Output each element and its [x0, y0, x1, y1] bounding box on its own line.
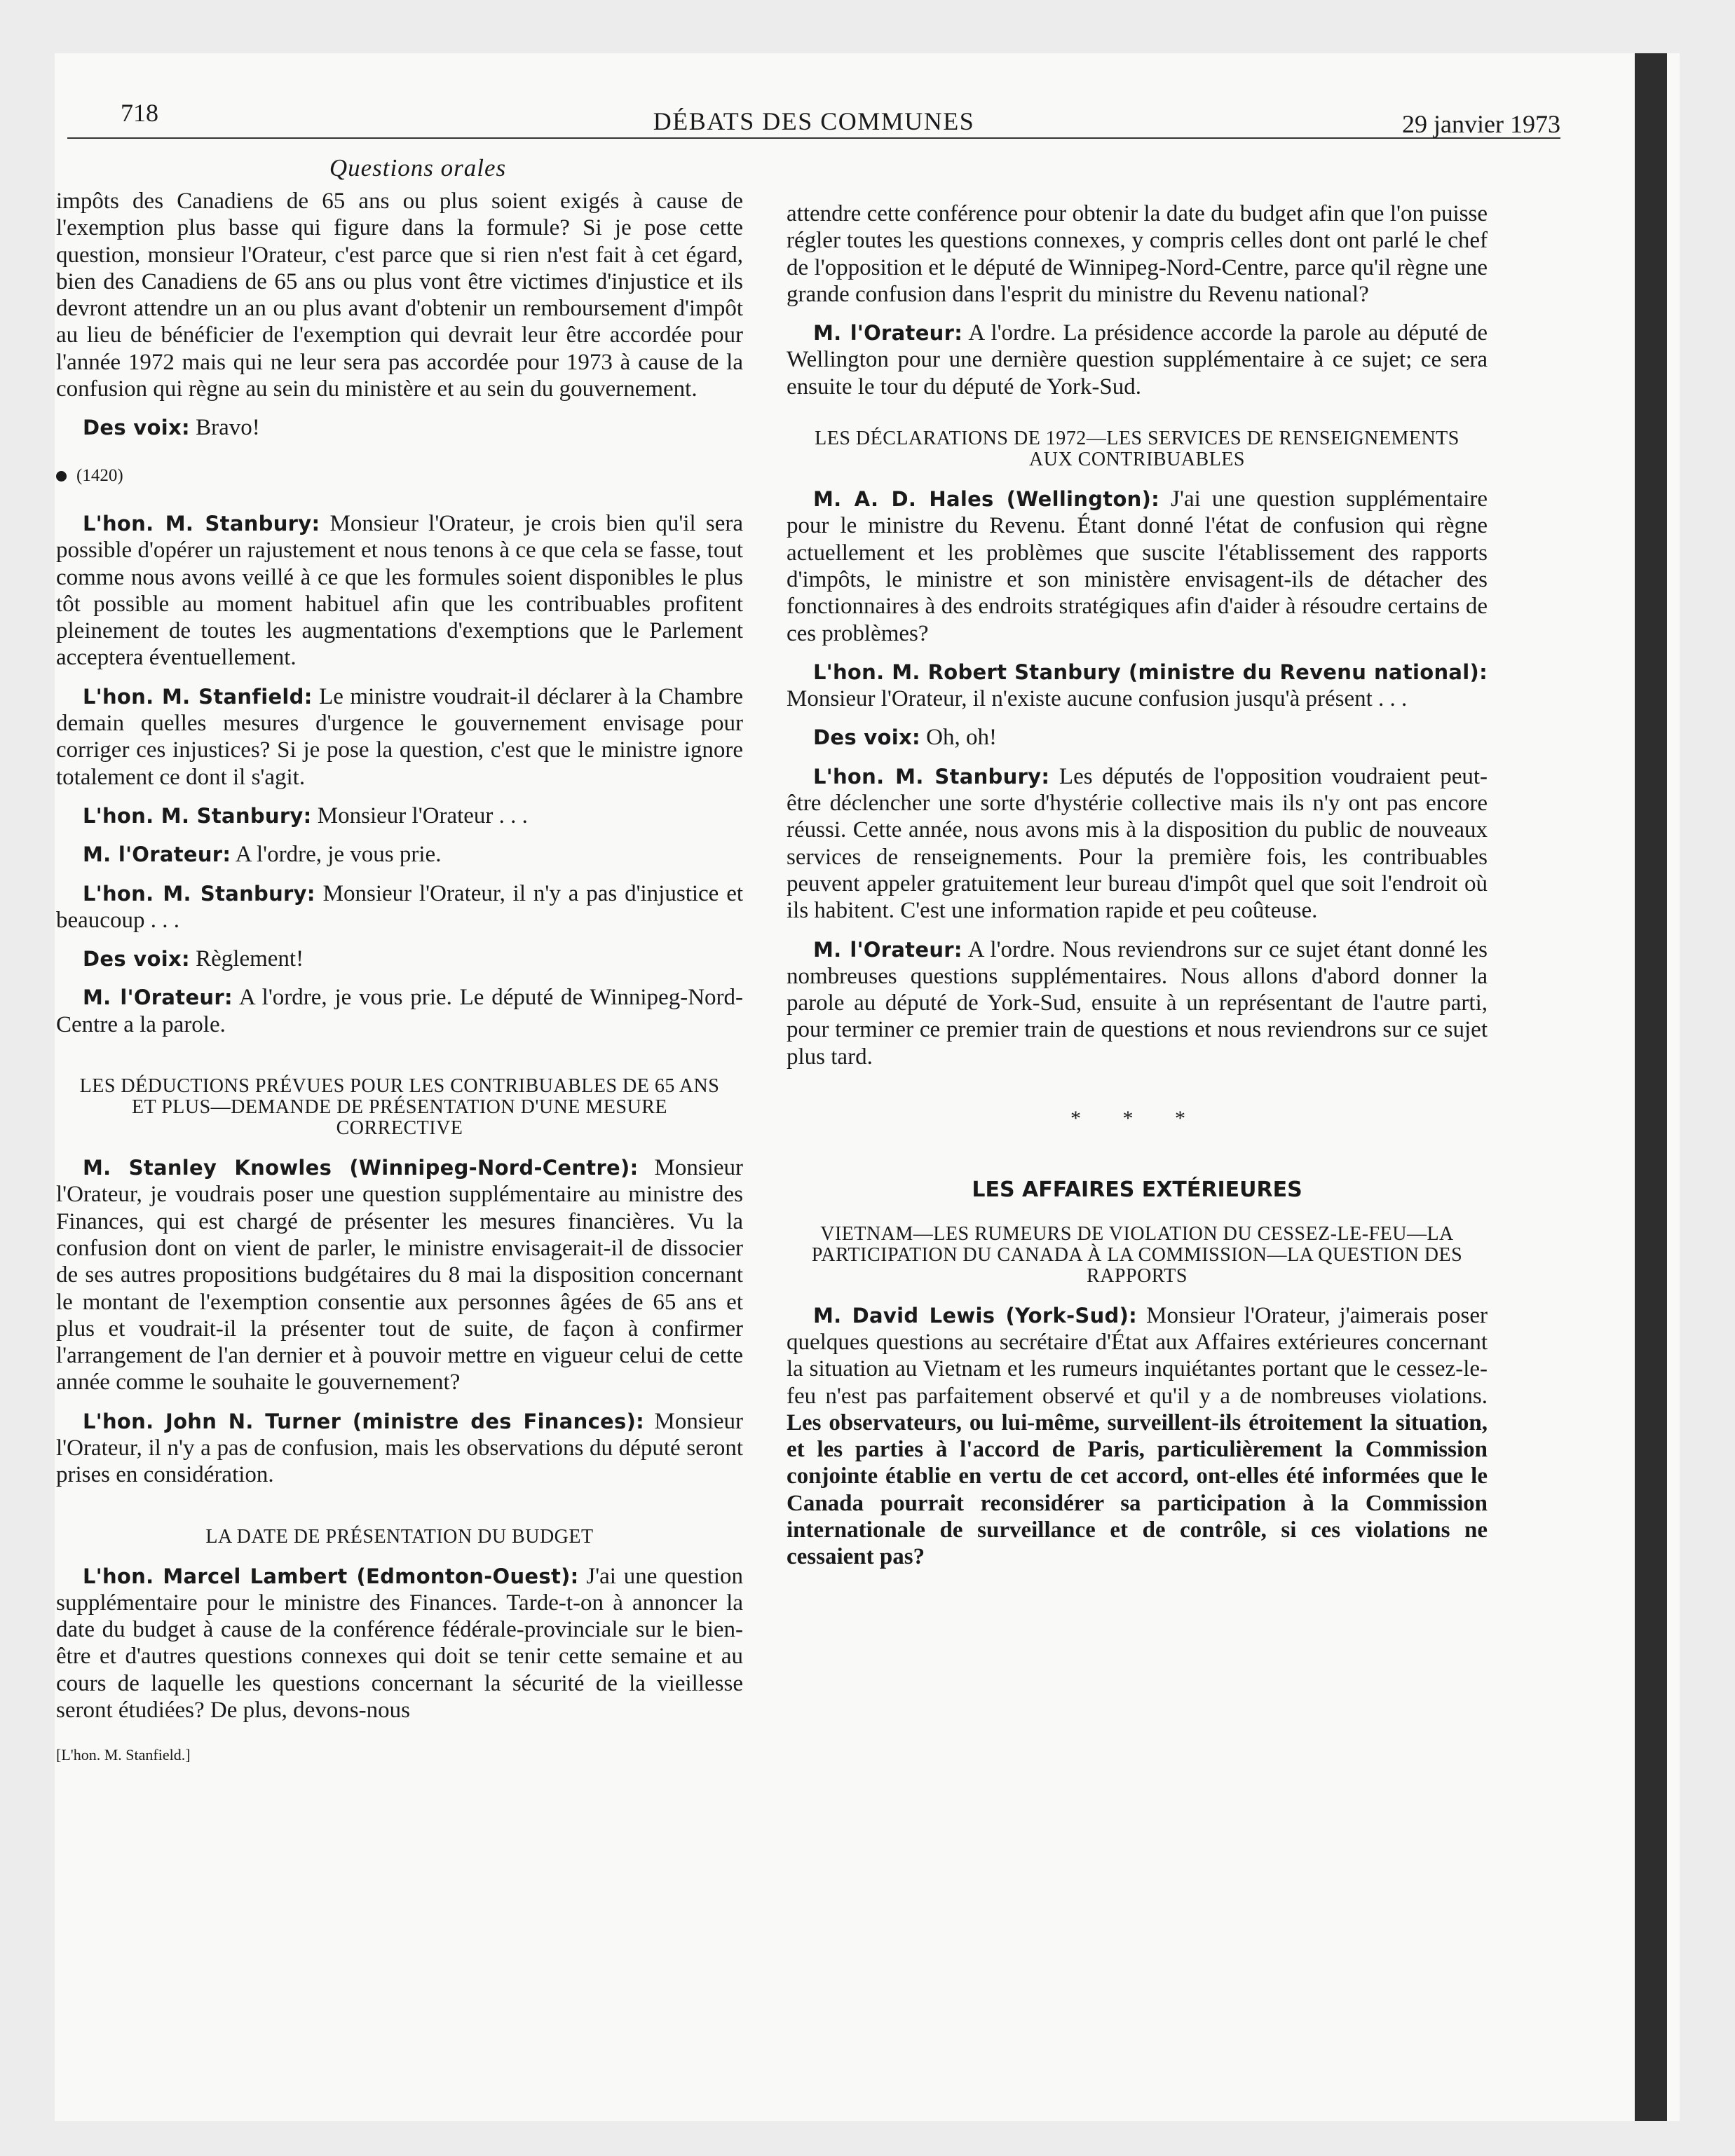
paragraph: [56, 1154, 743, 1396]
section-heading: LES DÉDUCTIONS PRÉVUES POUR LES CONTRIBUABLES DE 65 ANS ET PLUS—DEMANDE DE PRÉSENTATION D'UNE MESURE CORRECTIVE: [79, 1075, 720, 1140]
speech: Le ministre voudrait-il déclarer à la Chambre demain quelles mesures d'urgence le gouvernement envisage pour corriger ces injustices? Si je pose la question, c'est que le ministre ignore totalement ce dont il s'agit.: [56, 683, 743, 790]
speech: Monsieur l'Orateur, il n'y a pas de confusion, mais les observations du député seront prises en considération.: [56, 1408, 744, 1488]
speaker: Des voix:: [83, 947, 190, 971]
paragraph: [56, 803, 743, 829]
paragraph: [56, 946, 743, 972]
speech: A l'ordre. La présidence accorde la parole au député de Wellington pour une dernière question supplémentaire à ce sujet; ce sera ensuite le tour du député de York-Sud.: [787, 320, 1488, 400]
speaker: L'hon. M. Stanbury:: [83, 511, 320, 535]
issue-date: 29 janvier 1973: [1402, 110, 1560, 138]
speaker: M. A. D. Hales (Wellington):: [813, 487, 1160, 512]
speech: Monsieur l'Orateur, je voudrais poser une question supplémentaire au ministre des Finances, qui est chargé de présenter les mesures financières. Vu la confusion dont on vient de parler, le ministre envisagerait-il de dissocier de ses autres propositions budgétaires du 8 mai la disposition concernant le montant de l'exemption consentie aux personnes âgées de 65 ans et plus et voudrait-il la présenter tout de suite, de façon à confirmer l'arrangement de l'an dernier et à pouvoir mettre en vigueur celui de cette année comme le souhaite le gouvernement?: [56, 1155, 744, 1396]
speech: Oh, oh!: [926, 725, 997, 751]
speech: J'ai une question supplémentaire pour le ministre des Finances. Tarde-t-on à annoncer la date du budget à cause de la conférence fédérale-provinciale sur le bien-être et d'autres questions connexes qui doit se tenir cette semaine et au cours de laquelle les questions concernant la sécurité de la vieillesse seront étudiées? De plus, devons-nous: [56, 1563, 743, 1724]
paragraph: [56, 414, 743, 441]
paragraph: attendre cette conférence pour obtenir la date du budget afin que l'on puisse régler toutes les questions connexes, y compris celles dont ont parlé le chef de l'opposition et le député de Winnipeg-Nord-Centre, parce qu'il règne une grande confusion dans l'esprit du ministre du Revenu national?: [787, 201, 1488, 307]
speaker: Des voix:: [813, 725, 920, 750]
speaker: L'hon. M. Stanbury:: [83, 803, 312, 828]
speaker: Des voix:: [83, 416, 190, 440]
speech: Les députés de l'opposition voudraient peut-être déclencher une sorte d'hystérie collective mais ils n'y ont pas encore réussi. Cette année, nous avons mis à la disposition du public de nouveaux services de renseignements. Pour la première fois, les contribuables peuvent appeler gratuitement leur bureau d'impôt quel que soit l'endroit où ils habitent. C'est une information rapide et peu coûteuse.: [787, 763, 1488, 924]
paragraph: [56, 683, 743, 791]
page-header: [67, 95, 1560, 139]
paragraph: [787, 763, 1488, 925]
speaker: L'hon. Marcel Lambert (Edmonton-Ouest):: [83, 1564, 579, 1588]
speaker: M. David Lewis (York-Sud):: [813, 1303, 1138, 1328]
speech: A l'ordre, je vous prie. Le député de Winnipeg-Nord-Centre a la parole.: [56, 985, 743, 1037]
speech: Monsieur l'Orateur, il n'y a pas d'injustice et beaucoup . . .: [56, 880, 744, 933]
speaker: M. l'Orateur:: [83, 842, 231, 867]
speech: Monsieur l'Orateur, il n'existe aucune confusion jusqu'à présent . . .: [787, 686, 1408, 712]
paragraph: [56, 1563, 743, 1724]
speaker: L'hon. John N. Turner (ministre des Finances):: [83, 1409, 645, 1433]
paragraph: [787, 1302, 1488, 1571]
speaker: L'hon. M. Stanfield:: [83, 684, 313, 709]
major-heading: LES AFFAIRES EXTÉRIEURES: [972, 1178, 1302, 1203]
paragraph: [787, 486, 1488, 647]
scan-edge: [1635, 53, 1667, 2121]
speech-bold: Les observateurs, ou lui-même, surveillent-ils étroitement la situation, et les parties à l'accord de Paris, particulièrement la Commission conjointe établie en vertu de cet accord, ont-elles été informées que le Canada pourrait reconsidérer sa participation à la Commission internationale de surveillance et de contrôle, si ces violations ne cessaient pas?: [787, 1410, 1488, 1570]
speech: Monsieur l'Orateur, j'aimerais poser quelques questions au secrétaire d'État aux Affaires extérieures concernant la situation au Vietnam et les rumeurs inquiétantes portant que le cessez-le-feu n'est pas parfaitement observé et qu'il y a de nombreuses violations.: [787, 1302, 1488, 1409]
section-separator: * * *: [1070, 1107, 1204, 1131]
speaker: L'hon. M. Robert Stanbury (ministre du Revenu national):: [813, 660, 1488, 684]
paragraph: [56, 880, 743, 934]
section-heading: LES DÉCLARATIONS DE 1972—LES SERVICES DE RENSEIGNEMENTS AUX CONTRIBUABLES: [815, 428, 1460, 471]
time-marker: (1420): [56, 463, 743, 489]
paragraph: [56, 1408, 743, 1489]
paragraph: [56, 841, 743, 868]
page-number: 718: [121, 99, 158, 127]
paragraph: [787, 659, 1488, 713]
speaker: L'hon. M. Stanbury:: [83, 881, 315, 906]
paragraph: [787, 936, 1488, 1070]
left-column: [56, 188, 743, 1781]
speaker: L'hon. M. Stanbury:: [813, 764, 1050, 789]
section-heading: VIETNAM—LES RUMEURS DE VIOLATION DU CESSEZ-LE-FEU—LA PARTICIPATION DU CANADA À LA COMMISSION—LA QUESTION DES RAPPORTS: [811, 1222, 1463, 1287]
speech: A l'ordre, je vous prie.: [235, 842, 442, 868]
speech: Monsieur l'Orateur, je crois bien qu'il sera possible d'opérer un rajustement et nous tenons à ce que cela se fasse, tout comme nous avons veillé à ce que les formules soient disponibles le plus tôt possible au moment habituel afin que les contribuables profitent pleinement de toutes les augmentations d'exemptions que le Parlement acceptera éventuellement.: [56, 510, 744, 671]
paragraph: [787, 320, 1488, 400]
speech: Bravo!: [196, 415, 260, 441]
paragraph: [56, 510, 743, 671]
journal-title: DÉBATS DES COMMUNES: [653, 107, 975, 135]
section-subhead: Questions orales: [329, 154, 507, 182]
speech: A l'ordre. Nous reviendrons sur ce sujet étant donné les nombreuses questions supplémentaires. Nous allons d'abord donner la parole au député de York-Sud, ensuite à un représentant de l'autre parti, pour terminer ce premier train de questions et nous reviendrons sur ce sujet plus tard.: [787, 936, 1488, 1070]
paragraph: [787, 724, 1488, 751]
speaker: M. l'Orateur:: [83, 985, 233, 1010]
speaker: M. l'Orateur:: [813, 937, 962, 962]
speaker: M. l'Orateur:: [813, 321, 963, 346]
footnote: [L'hon. M. Stanfield.]: [56, 1746, 191, 1764]
speech: Règlement!: [196, 946, 304, 972]
bullet-icon: [56, 471, 67, 482]
speech: Monsieur l'Orateur . . .: [317, 803, 528, 828]
paragraph: impôts des Canadiens de 65 ans ou plus soient exigés à cause de l'exemption plus basse qui figure dans la formule? Si je pose cette question, monsieur l'Orateur, c'est parce que si rien n'est fait à cet égard, bien des Canadiens de 65 ans ou plus vont être victimes d'injustice et ils devront attendre un an ou plus avant d'obtenir un remboursement d'impôt au lieu de bénéficier de l'exemption qui devrait leur être accordée pour l'année 1972 mais qui ne leur sera pas accordée pour 1973 à cause de la confusion qui règne au sein du ministère et au sein du gouvernement.: [56, 189, 743, 402]
paragraph: [56, 984, 743, 1038]
right-column: [787, 200, 1488, 1583]
section-heading: LA DATE DE PRÉSENTATION DU BUDGET: [205, 1525, 594, 1548]
speaker: M. Stanley Knowles (Winnipeg-Nord-Centre):: [83, 1156, 639, 1180]
speech: J'ai une question supplémentaire pour le ministre du Revenu. Étant donné l'état de confusion qui règne actuellement et les problèmes que suscite l'établissement des rapports d'impôts, le ministre et son ministère envisagent-ils de détacher des fonctionnaires à des endroits stratégiques afin d'aider à résoudre certains de ces problèmes?: [787, 486, 1488, 646]
